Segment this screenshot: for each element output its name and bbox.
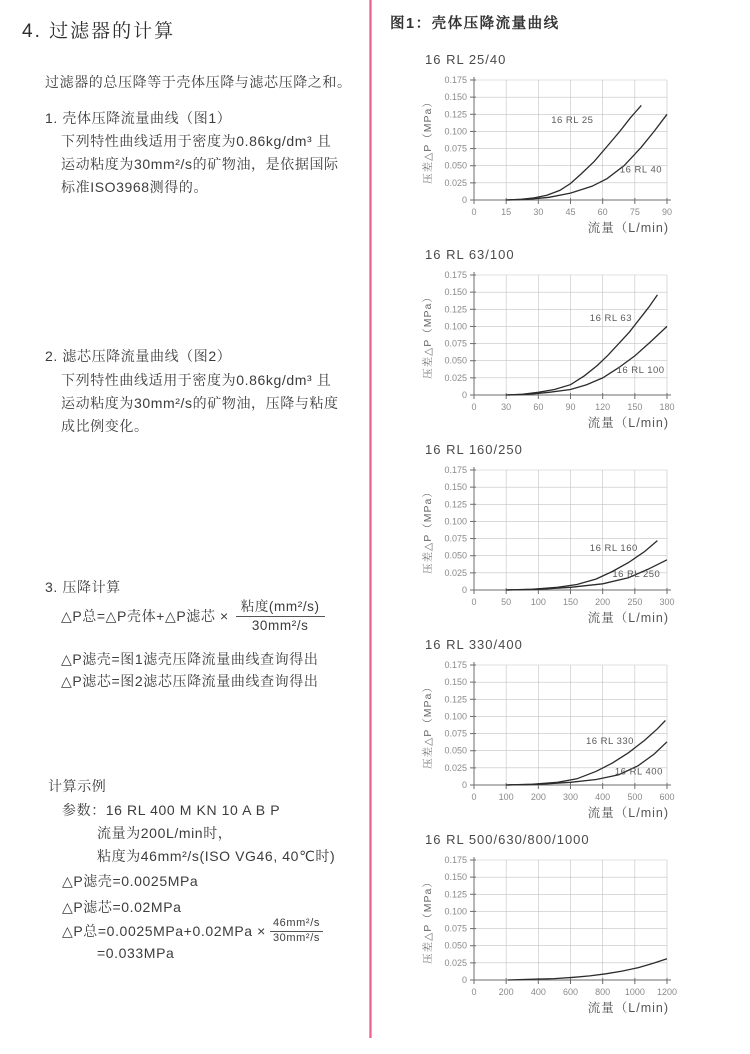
svg-text:0.100: 0.100 — [444, 126, 467, 137]
svg-text:0.100: 0.100 — [444, 906, 467, 917]
svg-text:400: 400 — [595, 792, 611, 802]
chart-curves — [506, 295, 667, 395]
svg-text:30: 30 — [533, 207, 544, 217]
svg-text:0.050: 0.050 — [444, 550, 467, 561]
svg-text:0.075: 0.075 — [444, 338, 467, 349]
y-axis-label: 压差△P（MPa） — [422, 291, 434, 379]
page-title: 4. 过滤器的计算 — [22, 21, 176, 42]
y-axis-label: 压差△P（MPa） — [422, 486, 434, 574]
formula-fraction — [236, 598, 325, 634]
chart-grid — [474, 275, 667, 395]
svg-text:0.175: 0.175 — [444, 465, 467, 475]
svg-text:50: 50 — [501, 597, 512, 607]
chart-16rl-25-40 — [385, 52, 733, 244]
figure1-header: 图1：壳体压降流量曲线 — [390, 16, 560, 32]
svg-text:600: 600 — [659, 792, 675, 802]
chart-16rl-63-100 — [385, 247, 733, 439]
formula-note2: △P滤芯=图2滤芯压降流量曲线查询得出 — [61, 673, 319, 689]
chart-16rl-160-250 — [385, 442, 733, 634]
chart-curves — [508, 959, 667, 980]
section1-line: 标准ISO3968测得的。 — [61, 179, 209, 195]
svg-text:100: 100 — [498, 792, 514, 802]
svg-text:75: 75 — [629, 207, 640, 217]
svg-text:0.175: 0.175 — [444, 855, 467, 865]
section3-title: 3. 压降计算 — [45, 579, 121, 595]
svg-text:0.025: 0.025 — [444, 177, 467, 188]
svg-text:0.075: 0.075 — [444, 923, 467, 934]
curve-label: 16 RL 100 — [616, 365, 665, 377]
example-viscosity: 粘度为46mm²/s(ISO VG46, 40℃时) — [97, 848, 336, 864]
svg-text:200: 200 — [530, 792, 546, 802]
svg-text:0.175: 0.175 — [444, 270, 467, 280]
svg-text:0.150: 0.150 — [444, 872, 467, 883]
svg-text:0.150: 0.150 — [444, 677, 467, 688]
svg-text:90: 90 — [661, 207, 673, 217]
curve-16 RL 40 — [506, 114, 667, 200]
svg-text:0: 0 — [471, 987, 477, 997]
chart-title: 16 RL 63/100 — [425, 247, 515, 262]
svg-text:300: 300 — [562, 792, 579, 802]
svg-text:150: 150 — [562, 597, 579, 607]
formula-lhs: △P总=△P壳体+△P滤芯 × — [61, 608, 229, 624]
svg-text:0: 0 — [461, 780, 467, 790]
pressure-drop-formula — [61, 598, 325, 634]
svg-text:120: 120 — [595, 402, 611, 412]
svg-text:0.050: 0.050 — [444, 940, 467, 951]
chart-svg — [385, 69, 733, 241]
chart-svg — [385, 654, 733, 826]
chart-curves — [506, 541, 667, 590]
svg-text:0: 0 — [471, 597, 477, 607]
formula-note1: △P滤壳=图1滤壳压降流量曲线查询得出 — [61, 651, 319, 667]
intro-paragraph: 过滤器的总压降等于壳体压降与滤芯压降之和。 — [45, 74, 352, 90]
x-axis-label: 流量（L/min) — [587, 1001, 669, 1015]
svg-text:0.150: 0.150 — [444, 482, 467, 493]
svg-text:180: 180 — [659, 402, 675, 412]
svg-text:90: 90 — [565, 402, 576, 412]
svg-text:0.175: 0.175 — [444, 75, 467, 85]
svg-text:800: 800 — [595, 987, 611, 997]
curve-label: 16 RL 400 — [614, 766, 663, 778]
svg-text:0: 0 — [461, 975, 467, 985]
example-title: 计算示例 — [48, 778, 107, 794]
svg-text:0.075: 0.075 — [444, 533, 467, 544]
svg-text:200: 200 — [498, 987, 514, 997]
chart-title: 16 RL 25/40 — [425, 52, 507, 67]
example-dp-shell: △P滤壳=0.0025MPa — [62, 873, 199, 889]
svg-text:0.025: 0.025 — [444, 957, 467, 968]
curve-label: 16 RL 40 — [619, 164, 663, 176]
svg-text:0: 0 — [461, 195, 467, 205]
svg-text:0.100: 0.100 — [444, 711, 467, 722]
chart-svg — [385, 849, 733, 1021]
svg-text:200: 200 — [595, 597, 611, 607]
chart-title: 16 RL 500/630/800/1000 — [425, 832, 590, 847]
svg-text:1000: 1000 — [624, 987, 645, 997]
chart-grid — [474, 860, 667, 980]
example-flow: 流量为200L/min时， — [97, 825, 233, 841]
x-axis-label: 流量（L/min) — [587, 611, 669, 625]
axis-tick-labels — [444, 660, 674, 802]
fraction-denominator: 30mm²/s — [251, 618, 309, 633]
section2-line: 成比例变化。 — [61, 418, 149, 434]
chart-svg — [385, 264, 733, 436]
svg-text:0: 0 — [461, 390, 467, 400]
curve-label: 16 RL 63 — [589, 312, 633, 324]
curve-label: 16 RL 25 — [551, 115, 594, 127]
svg-text:15: 15 — [501, 207, 512, 217]
svg-text:0: 0 — [471, 792, 477, 802]
svg-text:0.125: 0.125 — [444, 889, 467, 900]
section2-title: 2. 滤芯压降流量曲线（图2） — [45, 348, 232, 364]
svg-text:0: 0 — [461, 585, 467, 595]
section2-line: 下列特性曲线适用于密度为0.86kg/dm³ 且 — [61, 372, 332, 388]
column-divider-line — [369, 0, 372, 1038]
chart-svg — [385, 459, 733, 631]
example-total-lhs: △P总=0.0025MPa+0.02MPa × — [62, 923, 266, 939]
svg-text:0: 0 — [471, 207, 477, 217]
curve-label: 16 RL 250 — [612, 568, 661, 580]
fraction-numerator: 46mm²/s — [270, 917, 323, 932]
svg-text:0: 0 — [471, 402, 477, 412]
example-dp-element: △P滤芯=0.02MPa — [62, 899, 182, 915]
section1-line: 运动粘度为30mm²/s的矿物油，是依据国际 — [61, 156, 339, 172]
chart-grid — [474, 80, 667, 200]
svg-text:0.125: 0.125 — [444, 109, 467, 120]
svg-text:0.050: 0.050 — [444, 160, 467, 171]
chart-16rl-500-1000 — [385, 832, 733, 1024]
section1-title: 1. 壳体压降流量曲线（图1） — [45, 110, 232, 126]
chart-title: 16 RL 330/400 — [425, 637, 523, 652]
x-axis-label: 流量（L/min) — [587, 806, 669, 820]
fraction-numerator: 粘度(mm²/s) — [236, 598, 325, 617]
svg-text:150: 150 — [627, 402, 643, 412]
svg-text:250: 250 — [627, 597, 643, 607]
example-params: 参数：16 RL 400 M KN 10 A B P — [62, 802, 281, 818]
svg-text:0.100: 0.100 — [444, 321, 467, 332]
svg-text:0.025: 0.025 — [444, 567, 467, 578]
y-axis-label: 压差△P（MPa） — [422, 876, 434, 964]
svg-text:60: 60 — [533, 402, 544, 412]
svg-text:0.050: 0.050 — [444, 355, 467, 366]
svg-text:0.125: 0.125 — [444, 694, 467, 705]
svg-text:0.025: 0.025 — [444, 762, 467, 773]
svg-text:0.175: 0.175 — [444, 660, 467, 670]
svg-text:0.150: 0.150 — [444, 92, 467, 103]
fraction-denominator: 30mm²/s — [272, 932, 320, 944]
svg-text:300: 300 — [659, 597, 675, 607]
svg-text:0.075: 0.075 — [444, 143, 467, 154]
chart-16rl-330-400 — [385, 637, 733, 829]
curve-single — [508, 959, 667, 980]
curve-label: 16 RL 330 — [585, 735, 634, 747]
svg-text:0.150: 0.150 — [444, 287, 467, 298]
x-axis-label: 流量（L/min) — [587, 416, 669, 430]
svg-text:400: 400 — [530, 987, 546, 997]
axis-tick-labels — [444, 855, 677, 997]
curve-16 RL 400 — [506, 742, 667, 785]
svg-text:0.025: 0.025 — [444, 372, 467, 383]
svg-text:30: 30 — [501, 402, 512, 412]
axis-tick-labels — [444, 465, 674, 607]
svg-text:600: 600 — [562, 987, 579, 997]
svg-text:0.050: 0.050 — [444, 745, 467, 756]
svg-text:45: 45 — [565, 207, 576, 217]
svg-text:0.100: 0.100 — [444, 516, 467, 527]
y-axis-label: 压差△P（MPa） — [422, 96, 434, 184]
chart-title: 16 RL 160/250 — [425, 442, 523, 457]
svg-text:0.125: 0.125 — [444, 499, 467, 510]
example-result: =0.033MPa — [97, 945, 175, 961]
x-axis-label: 流量（L/min) — [587, 221, 669, 235]
curve-label: 16 RL 160 — [589, 542, 638, 554]
section2-line: 运动粘度为30mm²/s的矿物油，压降与粘度 — [61, 395, 339, 411]
svg-text:60: 60 — [597, 207, 608, 217]
svg-text:0.075: 0.075 — [444, 728, 467, 739]
example-fraction — [270, 917, 323, 945]
svg-text:500: 500 — [627, 792, 643, 802]
svg-text:0.125: 0.125 — [444, 304, 467, 315]
example-dp-total — [62, 917, 323, 945]
svg-text:1200: 1200 — [656, 987, 678, 997]
section1-line: 下列特性曲线适用于密度为0.86kg/dm³ 且 — [61, 133, 332, 149]
svg-text:100: 100 — [530, 597, 546, 607]
y-axis-label: 压差△P（MPa） — [422, 681, 434, 769]
